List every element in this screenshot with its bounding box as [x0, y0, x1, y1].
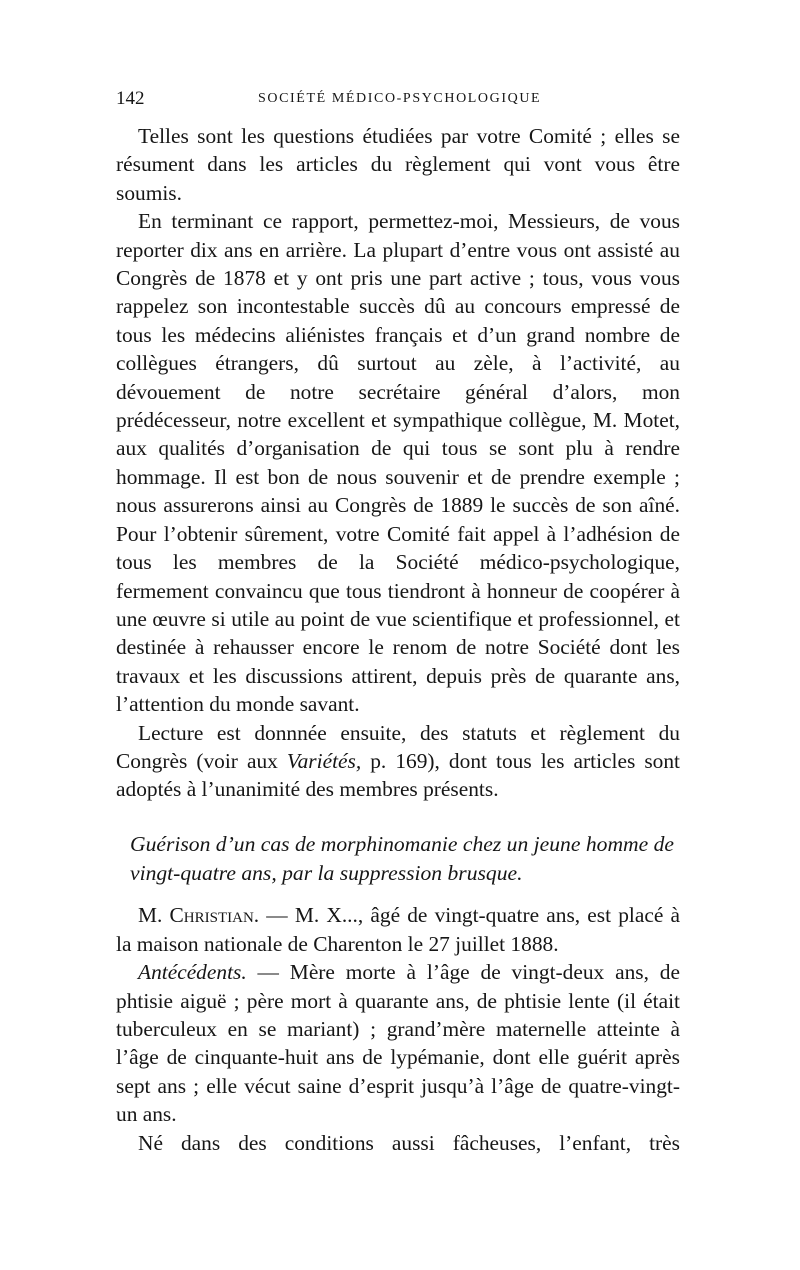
paragraph-birth-conditions: Né dans des conditions aussi fâcheuses, l’enfant, très: [138, 1130, 680, 1155]
running-head: [116, 84, 680, 114]
body-text: [116, 122, 680, 1157]
varietes-reference: Variétés,: [286, 748, 362, 773]
statutes-text-end: p. 169), dont tous les articles sont adoptés à l’unanimité des membres présents.: [116, 748, 680, 802]
running-title: SOCIÉTÉ MÉDICO-PSYCHOLOGIQUE: [258, 91, 542, 106]
section-title: Guérison d’un cas de morphinomanie chez un jeune homme de vingt-quatre ans, par la suppression brusque.: [130, 831, 674, 885]
paragraph-antecedents: [116, 958, 680, 1128]
page-number: 142: [116, 88, 145, 109]
paragraph-committee-questions: Telles sont les questions étudiées par votre Comité ; elles se résument dans les articles du règlement qui vont vous être soumis.: [116, 124, 680, 205]
paragraph-congress-1878: En terminant ce rapport, permettez-moi, Messieurs, de vous reporter dix ans en arrière. La plupart d’entre vous ont assisté au Congrès de 1878 et y ont pris une part active ; tous, vous vous rappelez son incontestable succès dû au concours empressé de tous les médecins aliénistes français et d’un grand nombre de collègues étrangers, dû surtout au zèle, à l’activité, au dévouement de notre secrétaire général d’alors, mon prédécesseur, notre excellent et sympathique collègue, M. Motet, aux qualités d’organisation de qui tous se sont plu à rendre hommage. Il est bon de nous souvenir et de prendre exemple ; nous assurerons ainsi au Congrès de 1889 le succès de son aîné. Pour l’obtenir sûrement, votre Comité fait appel à l’adhésion de tous les membres de la Société médico-psychologique, fermement convaincu que tous tiendront à honneur de coopérer à une œuvre si utile au point de vue scientifique et professionnel, et destinée à rehausser encore le renom de notre Société dont les travaux et les discussions attirent, depuis près de quarante ans, l’attention du monde savant.: [116, 209, 680, 717]
antecedents-label: Antécédents.: [138, 960, 247, 985]
statutes-text-start: Lecture est donnnée ensuite, des statuts et règlement du Congrès (voir aux: [116, 720, 680, 773]
paragraph-statutes-reading: [116, 719, 680, 804]
antecedents-text: — Mère morte à l’âge de vingt-deux ans, de phtisie aiguë ; père mort à quarante ans, de phtisie lente (il était tuberculeux en se mariant) ; grand’mère maternelle atteinte à l’âge de cinquante-huit ans de lypémanie, dont elle guérit après sept ans ; elle vécut saine d’esprit jusqu’à l’âge de quatre-vingt-un ans.: [116, 960, 680, 1127]
case-intro-text: — M. X..., âgé de vingt-quatre ans, est placé à la maison nationale de Charenton le 27 juillet 1888.: [116, 903, 680, 956]
speaker-name: M. Christian.: [138, 903, 260, 928]
book-page: [116, 84, 680, 1157]
paragraph-case-intro: [116, 901, 680, 958]
